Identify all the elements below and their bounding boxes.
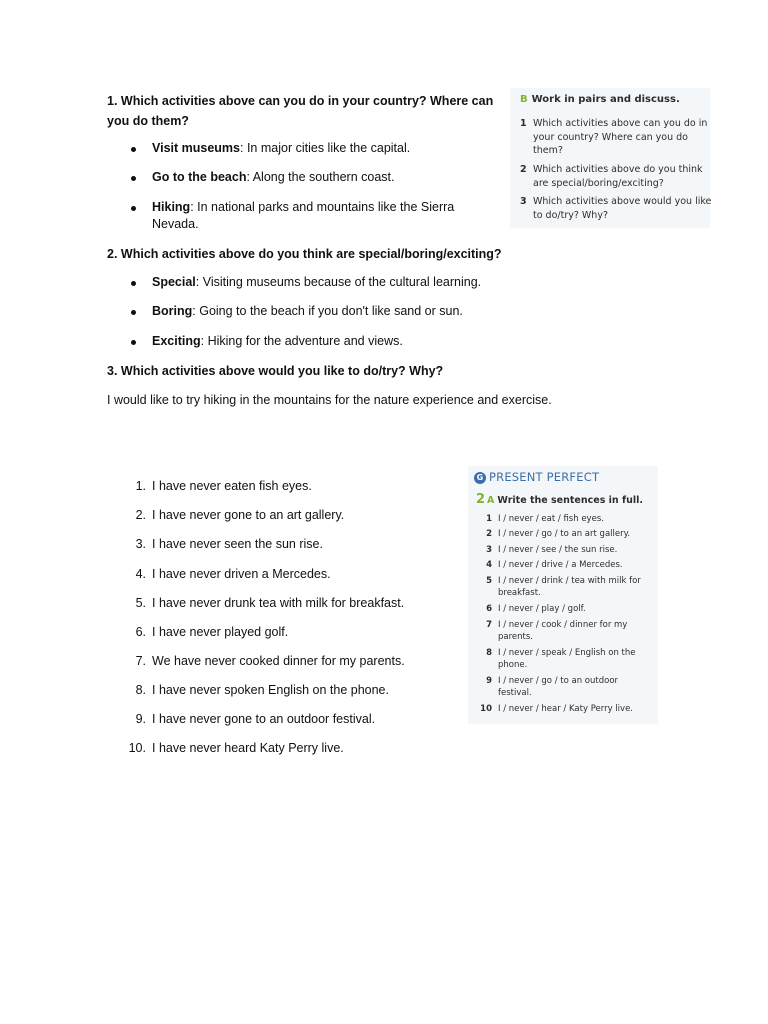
list-item-number: 6. xyxy=(135,625,146,639)
list-item xyxy=(107,653,405,670)
list-item-text: I have never driven a Mercedes. xyxy=(152,567,331,581)
list-item-text: I have never heard Katy Perry live. xyxy=(152,741,344,755)
prompt-text: I / never / cook / dinner for my parents. xyxy=(498,620,628,642)
excerpt-item xyxy=(520,163,713,190)
list-item-text: I have never seen the sun rise. xyxy=(152,537,323,551)
answer-keyword: Go to the beach xyxy=(152,170,247,184)
exercise-letter: B xyxy=(520,94,528,105)
list-item-text: I have never spoken English on the phone. xyxy=(152,683,389,697)
excerpt-item-number: 2 xyxy=(520,164,527,175)
list-item-text: I have never eaten fish eyes. xyxy=(152,479,312,493)
prompt-item xyxy=(478,647,654,671)
list-item xyxy=(107,536,323,553)
prompt-number: 6 xyxy=(486,604,492,614)
prompt-item xyxy=(478,703,654,715)
answer-keyword: Exciting xyxy=(152,334,201,348)
list-item xyxy=(107,566,331,583)
question-1-text: Which activities above can you do in your country? Where can you do them? xyxy=(107,94,494,128)
excerpt-item xyxy=(520,117,713,158)
grammar-title: PRESENT PERFECT xyxy=(489,470,600,484)
answer-bullet xyxy=(107,274,481,291)
prompt-number: 7 xyxy=(486,620,492,630)
list-item xyxy=(107,624,288,641)
answer-text: : Visiting museums because of the cultural learning. xyxy=(195,275,482,289)
prompt-number: 9 xyxy=(486,676,492,686)
prompt-number: 3 xyxy=(486,545,492,555)
answer-bullet xyxy=(107,333,403,350)
prompt-item xyxy=(478,575,654,599)
answer-keyword: Special xyxy=(152,275,196,289)
answer-text: : Going to the beach if you don't like sand or sun. xyxy=(192,304,463,318)
list-item-number: 2. xyxy=(135,508,146,522)
answer-bullet xyxy=(107,169,522,186)
question-1 xyxy=(107,91,497,131)
prompt-number: 1 xyxy=(486,514,492,524)
excerpt-item-number: 3 xyxy=(520,196,527,207)
answer-bullet xyxy=(107,303,463,320)
list-item xyxy=(107,740,344,757)
answer-bullet xyxy=(107,199,472,233)
prompt-text: I / never / speak / English on the phone. xyxy=(498,648,636,670)
question-1-number: 1. xyxy=(107,94,118,108)
prompt-item xyxy=(478,513,654,525)
answer-text: : Along the southern coast. xyxy=(246,170,395,184)
prompt-text: I / never / see / the sun rise. xyxy=(498,545,618,555)
excerpt-item-text: Which activities above would you like to do/try? Why? xyxy=(533,196,712,221)
answer-keyword: Visit museums xyxy=(152,141,241,155)
list-item xyxy=(107,711,375,728)
list-item-number: 1. xyxy=(135,479,146,493)
prompt-number: 5 xyxy=(486,576,492,586)
prompt-text: I / never / drink / tea with milk for breakfast. xyxy=(498,576,641,598)
question-3-answer: I would like to try hiking in the mountains for the nature experience and exercise. xyxy=(107,393,552,407)
prompt-text: I / never / go / to an outdoor festival. xyxy=(498,676,619,698)
prompt-number: 10 xyxy=(480,704,492,714)
excerpt-heading xyxy=(520,94,680,105)
list-item xyxy=(107,507,344,524)
list-item-text: I have never gone to an outdoor festival. xyxy=(152,712,376,726)
list-item-number: 7. xyxy=(135,654,146,668)
excerpt-item-number: 1 xyxy=(520,118,527,129)
answer-keyword: Boring xyxy=(152,304,193,318)
list-item-text: We have never cooked dinner for my parents. xyxy=(152,654,405,668)
prompt-text: I / never / go / to an art gallery. xyxy=(498,529,631,539)
answer-bullet xyxy=(107,140,522,157)
prompt-number: 2 xyxy=(486,529,492,539)
list-item-number: 4. xyxy=(135,567,146,581)
question-3-number: 3. xyxy=(107,364,118,378)
prompt-item xyxy=(478,559,654,571)
question-3-text: Which activities above would you like to do/try? Why? xyxy=(120,364,444,378)
list-item xyxy=(107,595,404,612)
prompt-item xyxy=(478,603,654,615)
question-2 xyxy=(107,244,502,264)
answer-text: : Hiking for the adventure and views. xyxy=(200,334,403,348)
prompt-item xyxy=(478,619,654,643)
prompt-item xyxy=(478,528,654,540)
list-item-number: 10. xyxy=(128,741,146,755)
instruction-text: Write the sentences in full. xyxy=(497,495,643,506)
list-item-number: 3. xyxy=(135,537,146,551)
prompt-text: I / never / play / golf. xyxy=(498,604,586,614)
list-item xyxy=(107,478,312,495)
excerpt-item xyxy=(520,195,713,222)
exercise-instruction xyxy=(476,492,643,507)
prompt-text: I / never / eat / fish eyes. xyxy=(498,514,604,524)
question-2-number: 2. xyxy=(107,247,118,261)
excerpt-heading-text: Work in pairs and discuss. xyxy=(531,94,680,105)
prompt-number: 4 xyxy=(486,560,492,570)
prompt-number: 8 xyxy=(486,648,492,658)
textbook-excerpt-present-perfect xyxy=(468,466,658,724)
excerpt-item-text: Which activities above do you think are special/boring/exciting? xyxy=(533,164,703,189)
answer-keyword: Hiking xyxy=(152,200,191,214)
list-item-number: 5. xyxy=(135,596,146,610)
list-item-text: I have never drunk tea with milk for breakfast. xyxy=(152,596,405,610)
answer-text: : In national parks and mountains like the Sierra Nevada. xyxy=(152,200,455,231)
textbook-excerpt-discussion xyxy=(510,88,710,228)
exercise-letter: A xyxy=(487,495,495,506)
grammar-badge-icon: G xyxy=(474,472,486,484)
answer-text: : In major cities like the capital. xyxy=(240,141,411,155)
question-2-text: Which activities above do you think are special/boring/exciting? xyxy=(120,247,502,261)
excerpt-item-text: Which activities above can you do in your country? Where can you do them? xyxy=(533,118,708,156)
list-item-number: 8. xyxy=(135,683,146,697)
prompt-text: I / never / hear / Katy Perry live. xyxy=(498,704,634,714)
list-item-text: I have never gone to an art gallery. xyxy=(152,508,345,522)
list-item-text: I have never played golf. xyxy=(152,625,289,639)
grammar-heading xyxy=(474,470,599,484)
prompt-item xyxy=(478,544,654,556)
question-3 xyxy=(107,361,443,381)
exercise-number: 2 xyxy=(476,492,486,507)
list-item-number: 9. xyxy=(135,712,146,726)
prompt-text: I / never / drive / a Mercedes. xyxy=(498,560,623,570)
list-item xyxy=(107,682,389,699)
prompt-item xyxy=(478,675,654,699)
